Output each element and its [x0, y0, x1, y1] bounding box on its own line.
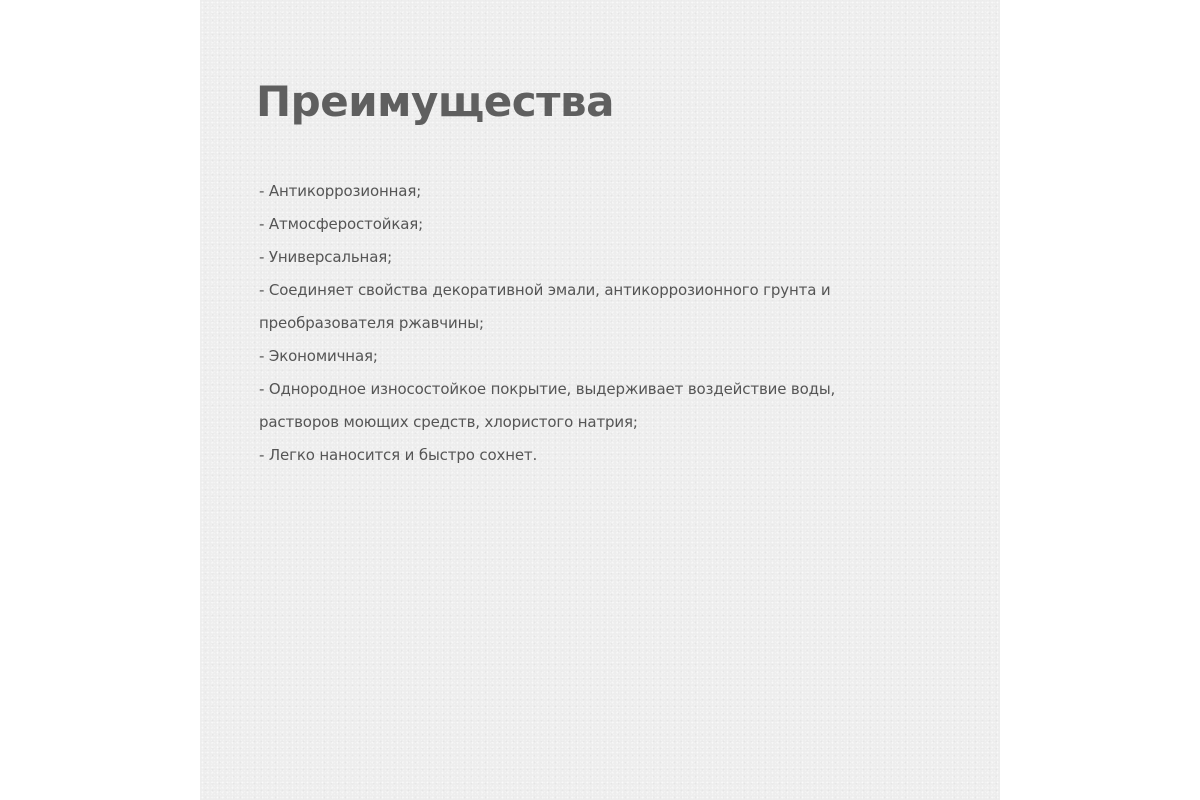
- advantages-list: [259, 175, 949, 472]
- list-item: - Универсальная;: [259, 248, 393, 266]
- list-item: - Соединяет свойства декоративной эмали, антикоррозионного грунта и: [259, 281, 831, 299]
- list-item: - Однородное износостойкое покрытие, выдерживает воздействие воды,: [259, 380, 836, 398]
- list-item: - Атмосферостойкая;: [259, 215, 424, 233]
- list-item: преобразователя ржавчины;: [259, 314, 484, 332]
- list-item: - Легко наносится и быстро сохнет.: [259, 446, 538, 464]
- section-title: Преимущества: [256, 77, 614, 126]
- list-item: - Экономичная;: [259, 347, 378, 365]
- list-item: - Антикоррозионная;: [259, 182, 422, 200]
- content-panel: [200, 0, 1000, 800]
- list-item: растворов моющих средств, хлористого натрия;: [259, 413, 638, 431]
